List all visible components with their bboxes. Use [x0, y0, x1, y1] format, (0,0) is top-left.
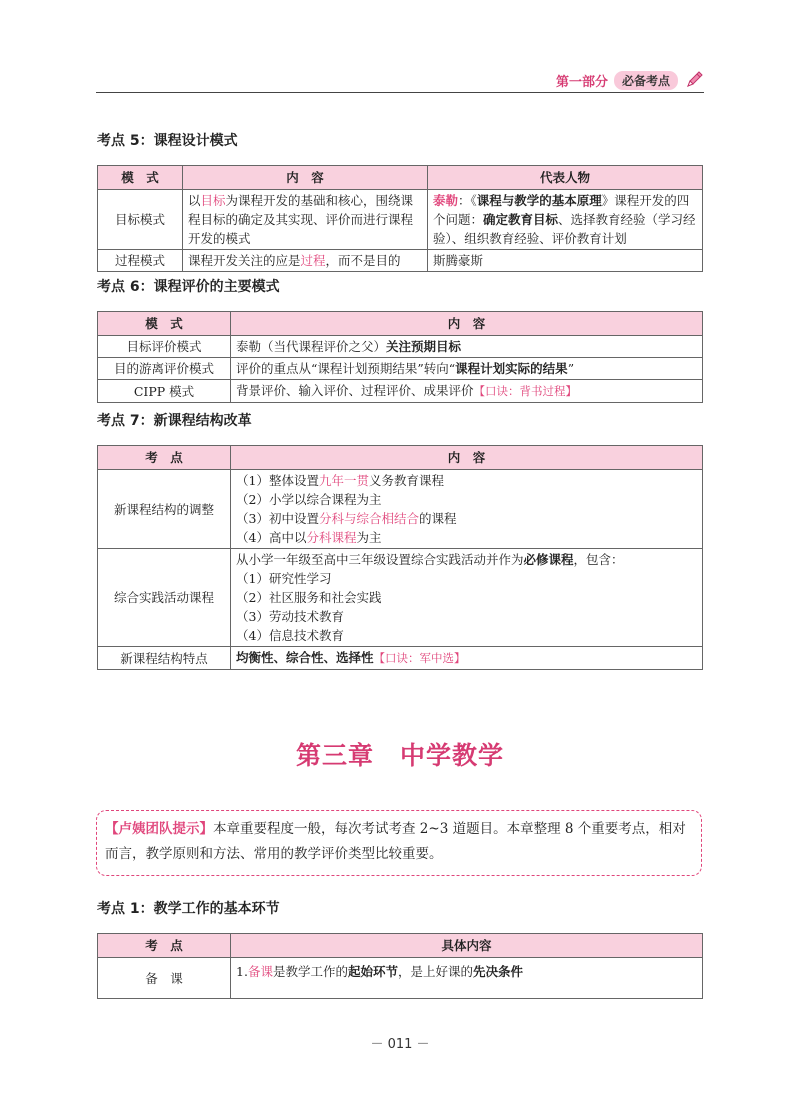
section-chapter3-kaodian-1	[97, 898, 703, 999]
col-header: 具体内容	[231, 934, 703, 958]
list-item: （2）小学以综合课程为主	[236, 492, 382, 507]
table-row	[98, 190, 703, 250]
highlight: 泰勒	[433, 193, 459, 208]
person-cell: 斯腾豪斯	[428, 250, 703, 272]
text: （1）整体设置	[236, 473, 319, 488]
content-cell	[231, 380, 703, 403]
mode-cell: 目的游离评价模式	[98, 358, 231, 380]
highlight: 备课	[247, 964, 273, 979]
section-title: 考点 7：新课程结构改革	[97, 413, 252, 429]
header-part: 第一部分	[555, 74, 608, 90]
section-title: 考点 6：课程评价的主要模式	[97, 279, 280, 295]
bold-text: 课程计划实际的结果	[455, 361, 568, 376]
text: 1.	[236, 964, 248, 979]
curriculum-reform-table	[97, 445, 703, 670]
list-item: （3）劳动技术教育	[236, 609, 344, 624]
table-row	[98, 647, 703, 670]
tip-heading: 【卢姨团队提示】	[105, 821, 213, 837]
bold-text: 必修课程	[523, 552, 574, 567]
mnemonic: 【口诀：军中选】	[373, 651, 466, 665]
text: 》课程开发的四个问题：	[433, 193, 690, 227]
topic-cell: 备 课	[98, 958, 231, 999]
col-header: 内 容	[231, 446, 703, 470]
text: 为课程开发的基础和核心，围绕课程目标的确定及其实现、评价而进行课程开发的模式	[188, 193, 414, 246]
text: 评价的重点从“课程计划预期结果”转向“	[236, 361, 456, 376]
list-item	[236, 528, 697, 547]
bold-text: 确定教育目标	[483, 212, 559, 227]
tip-box	[96, 810, 702, 876]
header-badge: 必备考点	[614, 71, 678, 90]
course-design-table	[97, 165, 703, 272]
highlight: 目标	[200, 193, 226, 208]
person-cell	[428, 190, 703, 250]
header-right	[556, 70, 704, 90]
text: 义务教育课程	[368, 473, 444, 488]
highlight: 过程	[300, 253, 326, 268]
list-item	[236, 471, 697, 490]
col-header: 考 点	[98, 934, 231, 958]
bold-text: 课程与教学的基本原理	[476, 193, 602, 208]
text: （4）高中以	[236, 530, 307, 545]
col-header: 考 点	[98, 446, 231, 470]
topic-cell: 新课程结构的调整	[98, 470, 231, 549]
text: 课程开发关注的应是	[188, 253, 301, 268]
list-item: （1）研究性学习	[236, 571, 332, 586]
text: 为主	[356, 530, 382, 545]
text: ，而不是目的	[325, 253, 401, 268]
list-item	[236, 509, 697, 528]
text: ”	[567, 361, 575, 376]
text: 的课程	[418, 511, 457, 526]
section-title: 考点 1：教学工作的基本环节	[97, 901, 280, 917]
bold-text: 先决条件	[473, 964, 524, 979]
topic-cell: 综合实践活动课程	[98, 549, 231, 647]
text: 以	[188, 193, 201, 208]
page-header	[96, 62, 704, 93]
content-cell	[231, 336, 703, 358]
course-evaluation-table	[97, 311, 703, 403]
text: 背景评价、输入评价、过程评价、成果评价	[236, 383, 474, 398]
text: 泰勒（当代课程评价之父）	[236, 339, 387, 354]
mode-cell: CIPP 模式	[98, 380, 231, 403]
content-cell	[183, 250, 428, 272]
bold-text: 关注预期目标	[386, 339, 462, 354]
content-cell	[231, 647, 703, 670]
content-cell	[231, 358, 703, 380]
list-item: （2）社区服务和社会实践	[236, 590, 382, 605]
col-header: 内 容	[231, 312, 703, 336]
content-cell	[231, 958, 703, 999]
content-cell	[231, 549, 703, 647]
col-header: 模 式	[98, 166, 183, 190]
col-header: 内 容	[183, 166, 428, 190]
content-cell	[183, 190, 428, 250]
topic-cell: 新课程结构特点	[98, 647, 231, 670]
section-kaodian-7	[97, 410, 703, 670]
mode-cell: 目标评价模式	[98, 336, 231, 358]
pencil-icon	[684, 70, 704, 90]
table-row	[98, 470, 703, 549]
section-kaodian-6	[97, 276, 703, 403]
text: ，是上好课的	[397, 964, 473, 979]
text: （3）初中设置	[236, 511, 319, 526]
text: 从小学一年级至高中三年级设置综合实践活动并作为	[236, 552, 524, 567]
mode-cell: 过程模式	[98, 250, 183, 272]
col-header: 代表人物	[428, 166, 703, 190]
intro-line	[236, 550, 697, 569]
content-cell	[231, 470, 703, 549]
chapter-title: 第三章 中学教学	[295, 741, 504, 770]
table-row	[98, 380, 703, 403]
highlight: 分科课程	[306, 530, 357, 545]
col-header: 模 式	[98, 312, 231, 336]
tip-text: 本章重要程度一般，每次考试考查 2~3 道题目。本章整理 8 个重要考点，相对而言，教学原则和方法、常用的教学评价类型比较重要。	[105, 821, 686, 862]
highlight: 九年一贯	[318, 473, 369, 488]
bold-text: 起始环节	[347, 964, 398, 979]
table-row	[98, 358, 703, 380]
table-row	[98, 549, 703, 647]
list-item: （4）信息技术教育	[236, 628, 344, 643]
text: ：《	[458, 193, 477, 208]
text: ，包含：	[573, 552, 624, 567]
mnemonic: 【口诀：背书过程】	[473, 384, 578, 398]
table-row	[98, 958, 703, 999]
mode-cell: 目标模式	[98, 190, 183, 250]
teaching-steps-table	[97, 933, 703, 999]
page-number: － 011 －	[370, 1037, 430, 1052]
table-row	[98, 336, 703, 358]
text: 、选择教育经验（学习经验）、组织教育经验、评价教育计划	[433, 212, 696, 246]
section-kaodian-5	[97, 130, 703, 272]
text: 是教学工作的	[272, 964, 348, 979]
bold-text: 均衡性、综合性、选择性	[236, 650, 374, 665]
section-title: 考点 5：课程设计模式	[97, 133, 238, 149]
highlight: 分科与综合相结合	[318, 511, 419, 526]
table-row	[98, 250, 703, 272]
